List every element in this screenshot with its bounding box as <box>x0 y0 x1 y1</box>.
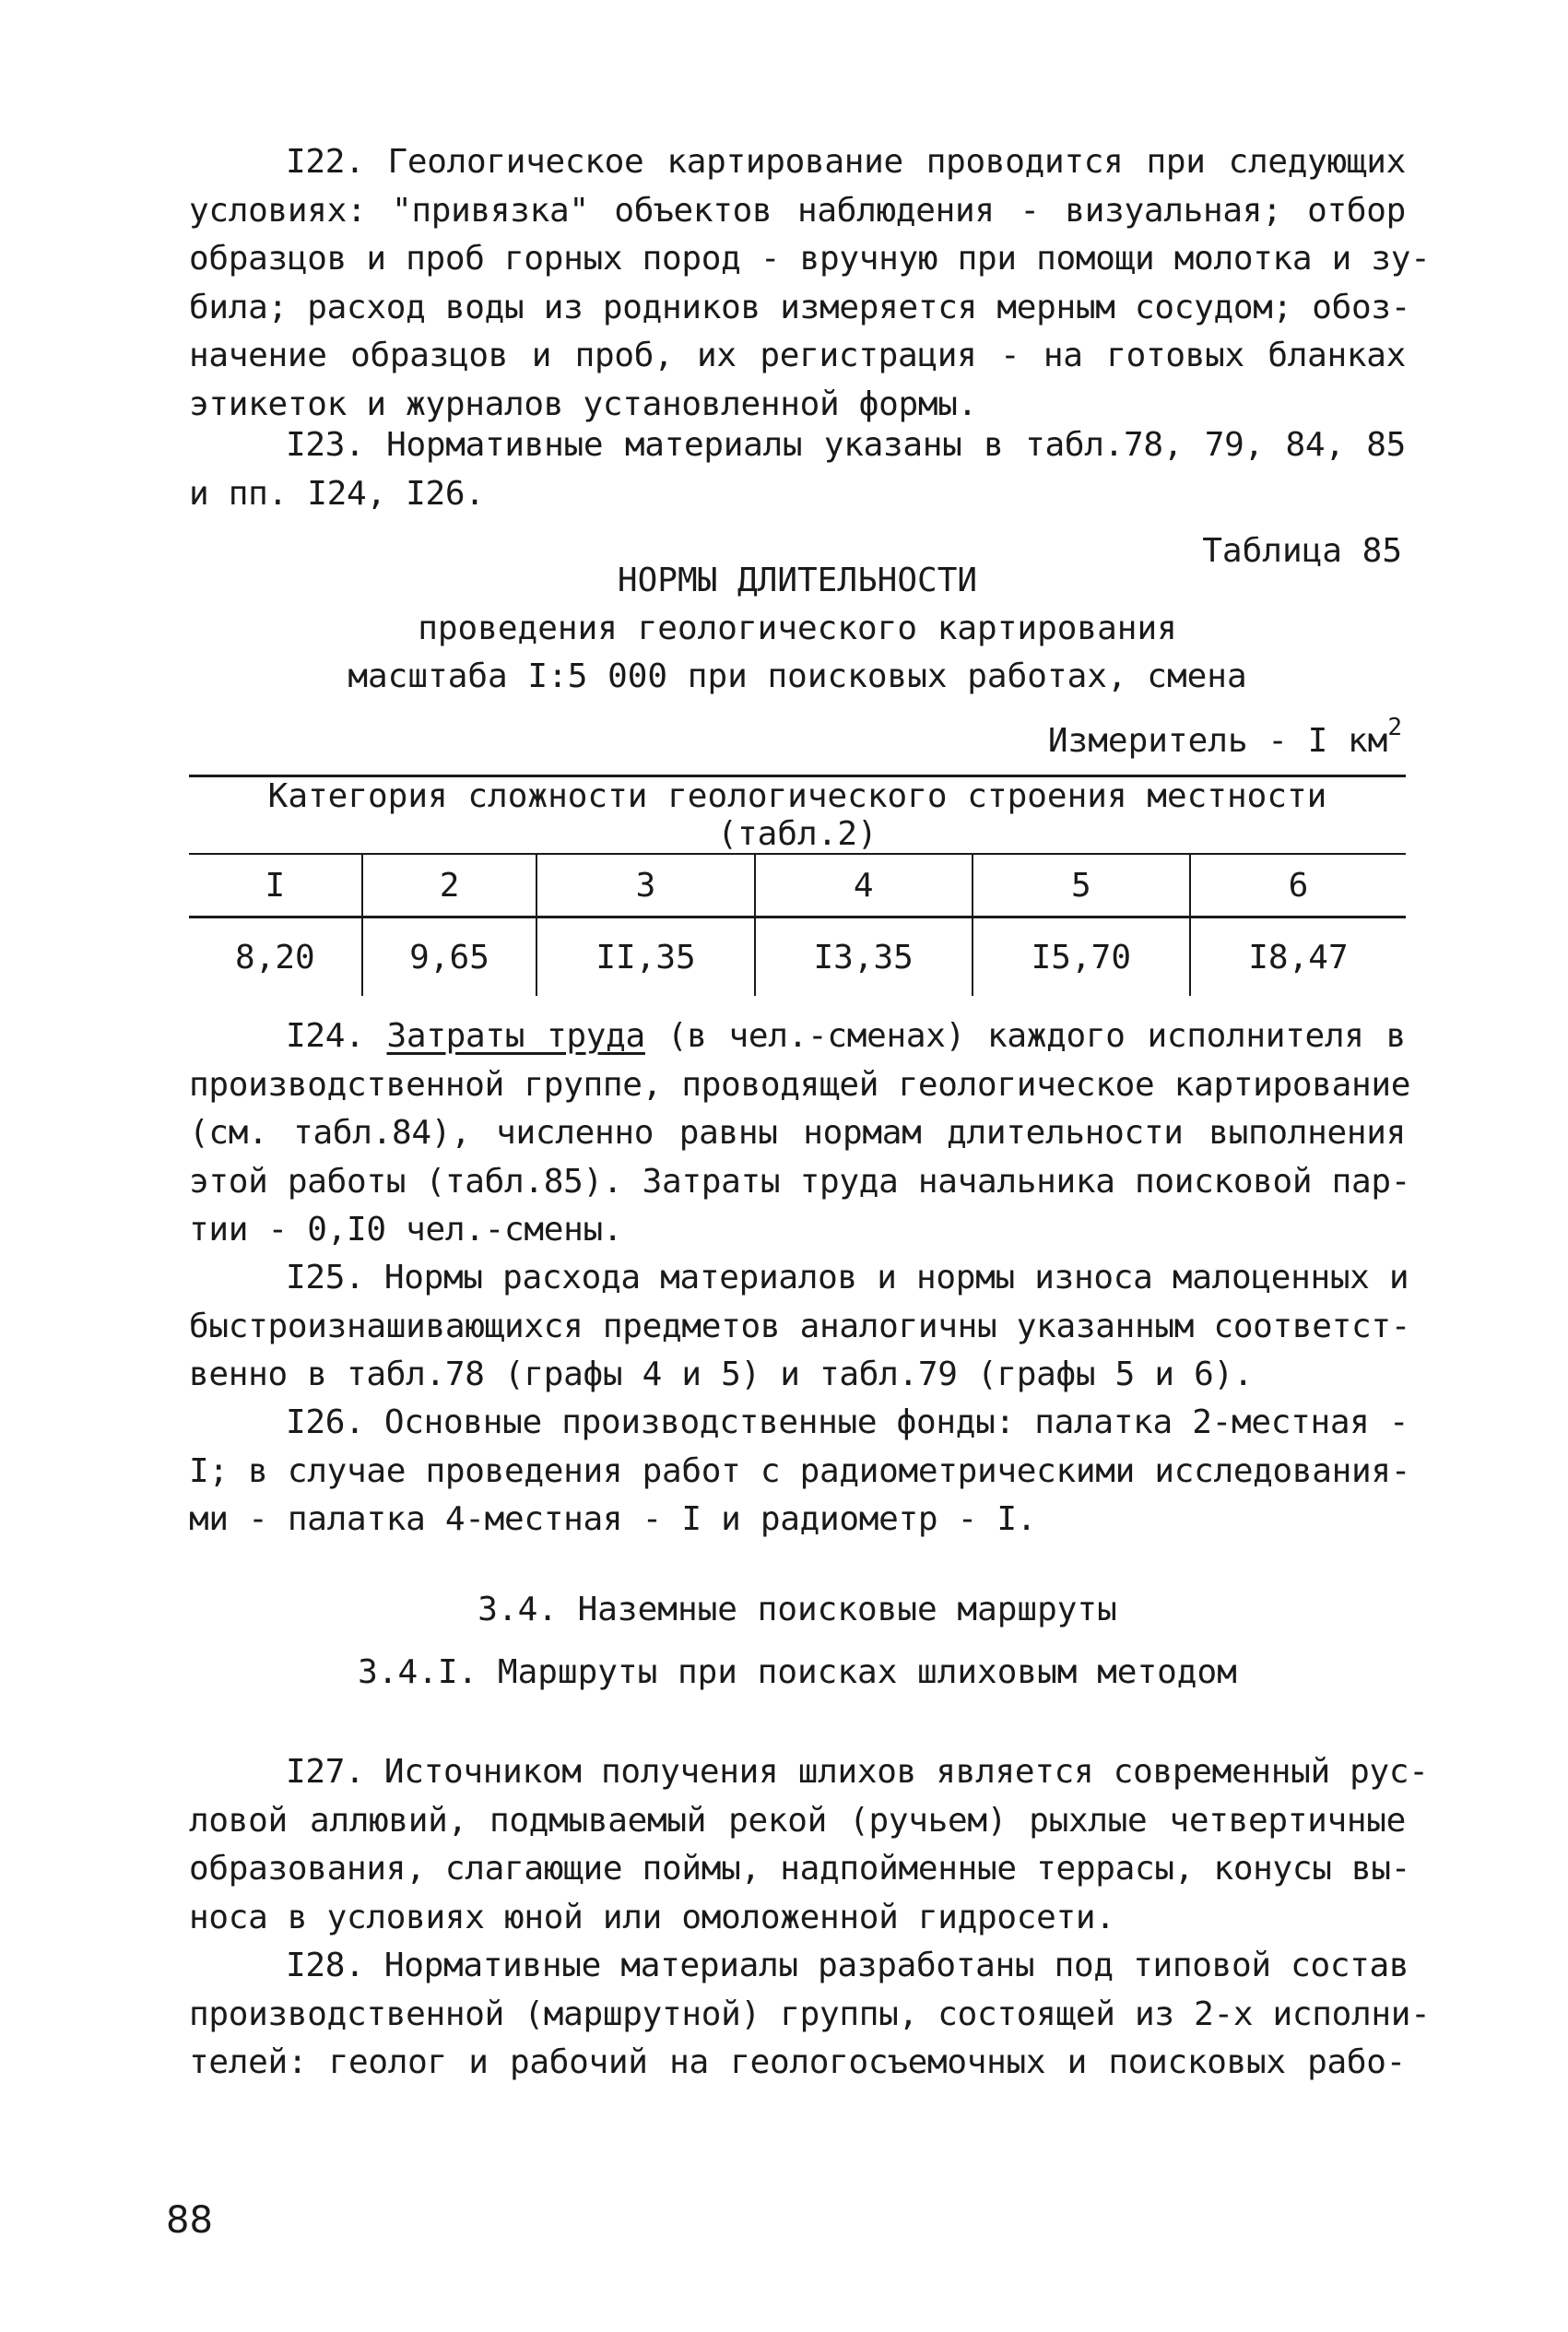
text-line: I23. Нормативные материалы указаны в табл.78, 79, 84, 85 <box>286 426 1406 464</box>
paragraph-126 <box>189 1399 1411 1545</box>
text-line: быстроизнашивающихся предметов аналогичны указанным соответст- <box>189 1307 1411 1345</box>
value-cell: II,35 <box>536 917 754 997</box>
category-cell: 5 <box>973 854 1190 917</box>
subsection-title: 3.4.I. Маршруты при поисках шлиховым методом <box>358 1653 1237 1691</box>
unit-superscript: 2 <box>1387 714 1402 741</box>
text-line: I28. Нормативные материалы разработаны под типовой состав <box>286 1947 1409 1984</box>
value-cell: I5,70 <box>973 917 1190 997</box>
norms-table <box>189 775 1406 996</box>
text-line: била; расход воды из родников измеряется мерным сосудом; обоз- <box>189 288 1411 326</box>
text-run: (в чел.-сменах) каждого исполнителя в <box>644 1017 1406 1055</box>
table-unit <box>1047 714 1402 765</box>
text-line: носа в условиях юной или омоложенной гидросети. <box>189 1898 1115 1936</box>
text-line <box>189 1012 1406 1061</box>
text-line: I25. Нормы расхода материалов и нормы износа малоценных и <box>286 1259 1409 1296</box>
category-cell: 6 <box>1190 854 1406 917</box>
category-cell: 4 <box>755 854 973 917</box>
page-number: 88 <box>166 2199 213 2242</box>
text-line: венно в табл.78 (графы 4 и 5) и табл.79 (графы 5 и 6). <box>189 1355 1254 1393</box>
unit-text: Измеритель - I км <box>1047 722 1388 760</box>
text-line: I; в случае проведения работ с радиометрическими исследования- <box>189 1451 1411 1490</box>
value-cell: I8,47 <box>1190 917 1406 997</box>
table-subtitle: проведения геологического картирования <box>418 610 1177 647</box>
text-line: тии - 0,I0 чел.-смены. <box>189 1211 623 1249</box>
text-line: условиях: "привязка" объектов наблюдения - визуальная; отбор <box>189 191 1406 230</box>
table-label: Таблица 85 <box>1202 532 1402 570</box>
paragraph-128 <box>189 1942 1431 2088</box>
text-line: этикеток и журналов установленной формы. <box>189 385 977 423</box>
section-title: 3.4. Наземные поисковые маршруты <box>477 1591 1117 1628</box>
text-line: телей: геолог и рабочий на геологосъемочных и поисковых рабо- <box>189 2043 1406 2081</box>
paragraph-125 <box>189 1254 1411 1400</box>
text-line: I22. Геологическое картирование проводится при следующих <box>286 143 1406 181</box>
paragraph-122 <box>189 138 1431 429</box>
paragraph-124 <box>189 1012 1411 1255</box>
text-line: образцов и проб горных пород - вручную при помощи молотка и зу- <box>189 240 1431 278</box>
category-cell: 2 <box>362 854 537 917</box>
paragraph-123 <box>189 421 1406 518</box>
text-line: этой работы (табл.85). Затраты труда начальника поисковой пар- <box>189 1162 1411 1201</box>
text-line: I27. Источником получения шлихов является современный рус- <box>286 1753 1429 1791</box>
value-cell: 9,65 <box>362 917 537 997</box>
category-cell: 3 <box>536 854 754 917</box>
paragraph-number: I24. <box>286 1017 387 1055</box>
text-line: I26. Основные производственные фонды: палатка 2-местная - <box>286 1403 1409 1441</box>
text-line: и пп. I24, I26. <box>189 474 485 513</box>
text-line: начение образцов и проб, их регистрация - на готовых бланках <box>189 337 1406 374</box>
text-line: (см. табл.84), численно равны нормам длительности выполнения <box>189 1114 1406 1152</box>
text-line: ми - палатка 4-местная - I и радиометр - I. <box>189 1500 1037 1538</box>
text-line: производственной (маршрутной) группы, состоящей из 2-х исполни- <box>189 1995 1431 2033</box>
table-header: Категория сложности геологического строения местности (табл.2) <box>189 776 1406 855</box>
underlined-term: Затраты труда <box>386 1017 645 1055</box>
paragraph-127 <box>189 1748 1429 1942</box>
table-title: НОРМЫ ДЛИТЕЛЬНОСТИ <box>617 562 978 599</box>
text-line: ловой аллювий, подмываемый рекой (ручьем) рыхлые четвертичные <box>189 1801 1406 1840</box>
value-cell: I3,35 <box>755 917 973 997</box>
value-cell: 8,20 <box>234 938 315 977</box>
text-line: производственной группе, проводящей геологическое картирование <box>189 1065 1411 1104</box>
text-line: образования, слагающие поймы, надпойменные террасы, конусы вы- <box>189 1850 1411 1888</box>
table-subtitle: масштаба I:5 000 при поисковых работах, смена <box>348 657 1247 695</box>
category-cell: I <box>189 854 362 917</box>
